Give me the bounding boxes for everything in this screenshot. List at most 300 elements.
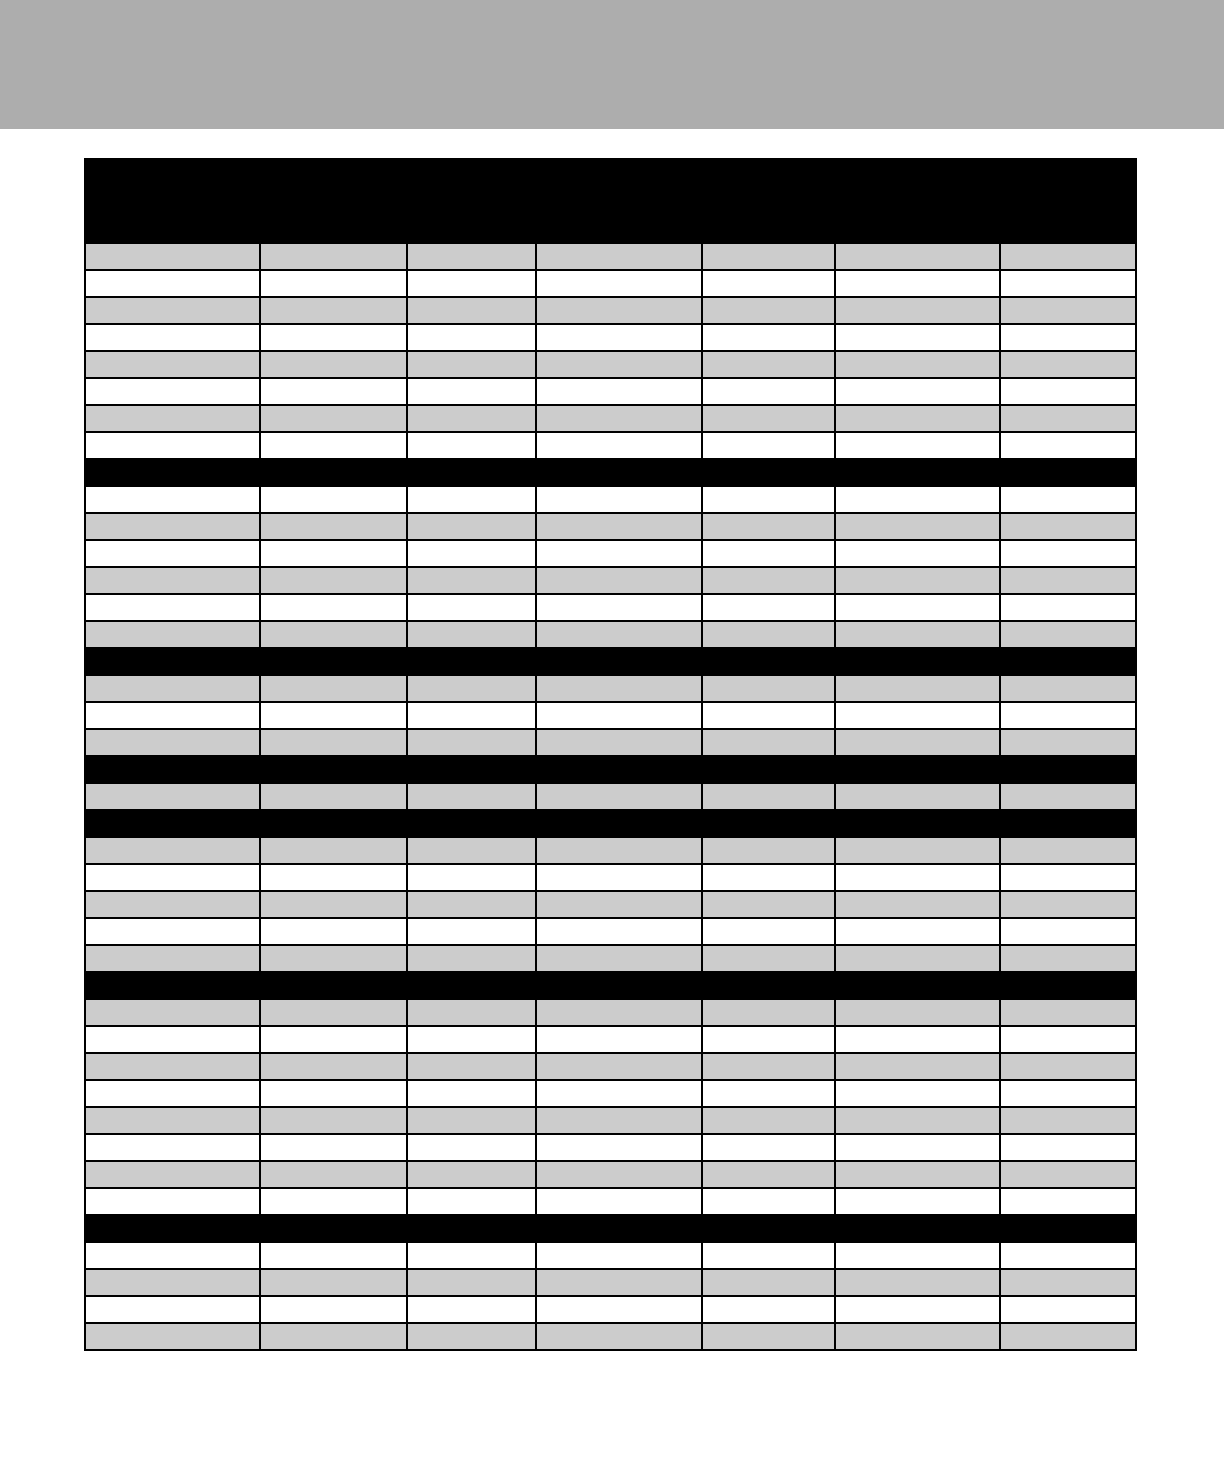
header-cell xyxy=(1000,159,1136,243)
table-row xyxy=(85,783,1136,810)
table-cell xyxy=(702,783,835,810)
section-header-row xyxy=(85,810,1136,837)
table-cell xyxy=(260,1080,407,1107)
table-cell xyxy=(85,297,260,324)
header-cell xyxy=(536,159,702,243)
table-cell xyxy=(536,513,702,540)
table-cell xyxy=(536,891,702,918)
table-cell xyxy=(702,1161,835,1188)
table-row xyxy=(85,1134,1136,1161)
table-cell xyxy=(407,864,536,891)
table-cell xyxy=(85,1053,260,1080)
table-cell xyxy=(702,405,835,432)
table-cell xyxy=(85,351,260,378)
table-cell xyxy=(1000,999,1136,1026)
table-cell xyxy=(536,486,702,513)
table-cell xyxy=(835,351,1000,378)
table-cell xyxy=(536,999,702,1026)
table-cell xyxy=(536,1080,702,1107)
table-cell xyxy=(407,1323,536,1350)
table-cell xyxy=(835,675,1000,702)
table-cell xyxy=(1000,324,1136,351)
table-cell xyxy=(835,270,1000,297)
table-cell xyxy=(702,1026,835,1053)
table-cell xyxy=(835,1242,1000,1269)
table-row xyxy=(85,513,1136,540)
table-cell xyxy=(536,1026,702,1053)
table-row xyxy=(85,1080,1136,1107)
table-cell xyxy=(1000,297,1136,324)
table-row xyxy=(85,1269,1136,1296)
table-cell xyxy=(536,351,702,378)
table-row xyxy=(85,1323,1136,1350)
table-cell xyxy=(407,405,536,432)
table-cell xyxy=(702,297,835,324)
table-cell xyxy=(536,810,702,837)
table-cell xyxy=(702,378,835,405)
table-row xyxy=(85,594,1136,621)
table-cell xyxy=(536,1107,702,1134)
table-cell xyxy=(407,432,536,459)
table-cell xyxy=(260,378,407,405)
table-cell xyxy=(407,1269,536,1296)
table-cell xyxy=(1000,351,1136,378)
table-cell xyxy=(85,1215,260,1242)
table-cell xyxy=(702,1134,835,1161)
table-container xyxy=(84,158,1135,1351)
table-cell xyxy=(85,945,260,972)
table-cell xyxy=(536,621,702,648)
table-cell xyxy=(407,243,536,270)
table-cell xyxy=(85,270,260,297)
table-row xyxy=(85,351,1136,378)
table-cell xyxy=(1000,513,1136,540)
table-cell xyxy=(407,1242,536,1269)
table-cell xyxy=(536,702,702,729)
table-cell xyxy=(85,1242,260,1269)
table-cell xyxy=(260,486,407,513)
table-cell xyxy=(407,972,536,999)
table-cell xyxy=(1000,459,1136,486)
table-cell xyxy=(1000,675,1136,702)
table-row xyxy=(85,918,1136,945)
table-cell xyxy=(1000,864,1136,891)
table-body xyxy=(85,159,1136,1350)
table-cell xyxy=(702,756,835,783)
table-row xyxy=(85,1107,1136,1134)
table-cell xyxy=(1000,1161,1136,1188)
table-cell xyxy=(85,243,260,270)
table-cell xyxy=(835,945,1000,972)
table-cell xyxy=(85,1188,260,1215)
table-cell xyxy=(407,1080,536,1107)
table-cell xyxy=(835,810,1000,837)
table-cell xyxy=(1000,1323,1136,1350)
table-cell xyxy=(1000,1107,1136,1134)
table-row xyxy=(85,270,1136,297)
table-cell xyxy=(835,1080,1000,1107)
table-cell xyxy=(1000,540,1136,567)
table-cell xyxy=(1000,810,1136,837)
table-cell xyxy=(536,1134,702,1161)
table-cell xyxy=(835,918,1000,945)
table-cell xyxy=(1000,1026,1136,1053)
table-cell xyxy=(702,1323,835,1350)
table-cell xyxy=(260,1107,407,1134)
table-cell xyxy=(85,1323,260,1350)
table-cell xyxy=(260,783,407,810)
table-cell xyxy=(85,702,260,729)
table-cell xyxy=(702,1053,835,1080)
table-cell xyxy=(702,864,835,891)
table-cell xyxy=(835,486,1000,513)
table-cell xyxy=(85,891,260,918)
table-cell xyxy=(1000,837,1136,864)
table-row xyxy=(85,540,1136,567)
table-row xyxy=(85,324,1136,351)
table-row xyxy=(85,1296,1136,1323)
table-cell xyxy=(835,648,1000,675)
table-cell xyxy=(835,1161,1000,1188)
table-cell xyxy=(702,351,835,378)
table-cell xyxy=(407,810,536,837)
table-cell xyxy=(702,459,835,486)
table-row xyxy=(85,891,1136,918)
table-cell xyxy=(85,324,260,351)
table-cell xyxy=(702,1188,835,1215)
table-row xyxy=(85,1026,1136,1053)
table-cell xyxy=(835,999,1000,1026)
table-row xyxy=(85,243,1136,270)
table-cell xyxy=(85,378,260,405)
table-cell xyxy=(260,1134,407,1161)
table-cell xyxy=(260,945,407,972)
table-cell xyxy=(407,351,536,378)
table-row xyxy=(85,1053,1136,1080)
table-cell xyxy=(702,810,835,837)
table-cell xyxy=(702,513,835,540)
table-row xyxy=(85,405,1136,432)
table-header-row xyxy=(85,159,1136,243)
table-cell xyxy=(407,270,536,297)
table-row xyxy=(85,702,1136,729)
table-row xyxy=(85,432,1136,459)
table-cell xyxy=(835,243,1000,270)
table-row xyxy=(85,837,1136,864)
table-cell xyxy=(407,756,536,783)
table-cell xyxy=(702,621,835,648)
table-cell xyxy=(702,270,835,297)
table-cell xyxy=(1000,702,1136,729)
table-cell xyxy=(85,756,260,783)
table-cell xyxy=(835,1215,1000,1242)
table-cell xyxy=(85,540,260,567)
table-cell xyxy=(1000,729,1136,756)
table-cell xyxy=(85,1107,260,1134)
header-cell xyxy=(702,159,835,243)
table-cell xyxy=(536,459,702,486)
table-cell xyxy=(536,594,702,621)
table-row xyxy=(85,864,1136,891)
table-cell xyxy=(85,729,260,756)
table-cell xyxy=(260,567,407,594)
table-cell xyxy=(260,891,407,918)
table-cell xyxy=(1000,972,1136,999)
table-cell xyxy=(260,594,407,621)
table-cell xyxy=(260,1161,407,1188)
section-header-row xyxy=(85,756,1136,783)
table-cell xyxy=(260,1026,407,1053)
table-cell xyxy=(536,945,702,972)
table-cell xyxy=(702,702,835,729)
table-cell xyxy=(85,810,260,837)
table-cell xyxy=(260,918,407,945)
table-cell xyxy=(536,270,702,297)
table-cell xyxy=(407,945,536,972)
table-cell xyxy=(702,1269,835,1296)
table-row xyxy=(85,621,1136,648)
table-cell xyxy=(85,1296,260,1323)
table-cell xyxy=(260,729,407,756)
table-cell xyxy=(835,1134,1000,1161)
table-cell xyxy=(260,756,407,783)
table-cell xyxy=(702,1296,835,1323)
table-cell xyxy=(1000,918,1136,945)
table-cell xyxy=(702,729,835,756)
table-cell xyxy=(702,1080,835,1107)
table-cell xyxy=(85,1161,260,1188)
header-cell xyxy=(407,159,536,243)
table-cell xyxy=(835,864,1000,891)
table-cell xyxy=(260,1242,407,1269)
table-cell xyxy=(85,999,260,1026)
table-cell xyxy=(407,513,536,540)
table-cell xyxy=(536,297,702,324)
table-cell xyxy=(536,783,702,810)
table-cell xyxy=(260,675,407,702)
table-cell xyxy=(835,1107,1000,1134)
table-cell xyxy=(702,540,835,567)
table-cell xyxy=(407,297,536,324)
table-cell xyxy=(835,1323,1000,1350)
section-header-row xyxy=(85,648,1136,675)
section-header-row xyxy=(85,972,1136,999)
table-cell xyxy=(260,810,407,837)
table-cell xyxy=(407,621,536,648)
table-cell xyxy=(835,1053,1000,1080)
table-cell xyxy=(835,621,1000,648)
table-cell xyxy=(1000,405,1136,432)
section-header-row xyxy=(85,459,1136,486)
table-cell xyxy=(85,864,260,891)
table-cell xyxy=(260,621,407,648)
table-cell xyxy=(835,702,1000,729)
table-row xyxy=(85,999,1136,1026)
table-cell xyxy=(835,594,1000,621)
table-cell xyxy=(835,432,1000,459)
table-cell xyxy=(835,837,1000,864)
table-cell xyxy=(85,432,260,459)
table-cell xyxy=(260,270,407,297)
table-cell xyxy=(835,891,1000,918)
table-cell xyxy=(1000,243,1136,270)
table-cell xyxy=(702,486,835,513)
table-cell xyxy=(536,1053,702,1080)
table-cell xyxy=(407,1188,536,1215)
table-row xyxy=(85,945,1136,972)
table-cell xyxy=(536,432,702,459)
table-cell xyxy=(260,432,407,459)
table-cell xyxy=(260,1296,407,1323)
table-cell xyxy=(1000,486,1136,513)
table-cell xyxy=(407,540,536,567)
table-cell xyxy=(1000,783,1136,810)
header-cell xyxy=(835,159,1000,243)
table-cell xyxy=(85,1134,260,1161)
table-cell xyxy=(536,405,702,432)
table-cell xyxy=(85,1026,260,1053)
table-cell xyxy=(835,324,1000,351)
table-cell xyxy=(702,945,835,972)
table-cell xyxy=(1000,378,1136,405)
table-cell xyxy=(536,243,702,270)
table-cell xyxy=(835,405,1000,432)
table-row xyxy=(85,1242,1136,1269)
table-cell xyxy=(835,1188,1000,1215)
table-cell xyxy=(536,324,702,351)
table-cell xyxy=(407,378,536,405)
table-cell xyxy=(702,999,835,1026)
table-cell xyxy=(536,1296,702,1323)
table-cell xyxy=(260,702,407,729)
table-cell xyxy=(702,567,835,594)
table-cell xyxy=(407,1215,536,1242)
table-cell xyxy=(407,783,536,810)
table-cell xyxy=(1000,432,1136,459)
table-cell xyxy=(835,297,1000,324)
table-cell xyxy=(260,1269,407,1296)
table-cell xyxy=(536,1323,702,1350)
table-cell xyxy=(702,648,835,675)
section-header-row xyxy=(85,1215,1136,1242)
table-cell xyxy=(835,756,1000,783)
table-cell xyxy=(260,540,407,567)
table-cell xyxy=(260,864,407,891)
table-cell xyxy=(407,1161,536,1188)
table-cell xyxy=(85,783,260,810)
table-cell xyxy=(536,567,702,594)
table-cell xyxy=(1000,594,1136,621)
table-cell xyxy=(702,918,835,945)
table-cell xyxy=(407,1026,536,1053)
table-cell xyxy=(407,1134,536,1161)
table-cell xyxy=(260,243,407,270)
table-cell xyxy=(407,702,536,729)
table-cell xyxy=(1000,1269,1136,1296)
table-cell xyxy=(407,675,536,702)
table-cell xyxy=(407,486,536,513)
table-cell xyxy=(1000,648,1136,675)
table-cell xyxy=(85,972,260,999)
table-cell xyxy=(536,1242,702,1269)
table-cell xyxy=(407,1053,536,1080)
table-cell xyxy=(260,648,407,675)
table-cell xyxy=(260,459,407,486)
table-cell xyxy=(835,729,1000,756)
top-banner xyxy=(0,0,1224,129)
table-cell xyxy=(835,1296,1000,1323)
table-cell xyxy=(536,972,702,999)
table-cell xyxy=(702,1215,835,1242)
table-cell xyxy=(85,405,260,432)
table-cell xyxy=(1000,1134,1136,1161)
table-cell xyxy=(835,567,1000,594)
table-cell xyxy=(1000,891,1136,918)
table-cell xyxy=(536,756,702,783)
table-cell xyxy=(407,918,536,945)
table-cell xyxy=(260,1323,407,1350)
table-cell xyxy=(1000,270,1136,297)
table-cell xyxy=(407,567,536,594)
table-cell xyxy=(835,1026,1000,1053)
table-cell xyxy=(260,297,407,324)
table-cell xyxy=(536,1269,702,1296)
table-cell xyxy=(536,648,702,675)
table-cell xyxy=(85,1080,260,1107)
table-cell xyxy=(702,1242,835,1269)
table-cell xyxy=(260,513,407,540)
table-cell xyxy=(85,1269,260,1296)
data-table xyxy=(84,158,1137,1351)
table-cell xyxy=(702,972,835,999)
table-cell xyxy=(260,1215,407,1242)
table-row xyxy=(85,1188,1136,1215)
table-cell xyxy=(835,459,1000,486)
table-cell xyxy=(260,324,407,351)
table-cell xyxy=(85,918,260,945)
table-cell xyxy=(536,864,702,891)
table-row xyxy=(85,675,1136,702)
table-cell xyxy=(1000,1080,1136,1107)
table-cell xyxy=(260,351,407,378)
table-cell xyxy=(260,972,407,999)
table-cell xyxy=(407,459,536,486)
table-cell xyxy=(85,837,260,864)
table-cell xyxy=(260,1053,407,1080)
table-cell xyxy=(407,999,536,1026)
table-cell xyxy=(702,594,835,621)
table-cell xyxy=(1000,567,1136,594)
table-cell xyxy=(407,837,536,864)
table-cell xyxy=(536,837,702,864)
table-row xyxy=(85,567,1136,594)
table-cell xyxy=(1000,1242,1136,1269)
header-cell xyxy=(260,159,407,243)
table-cell xyxy=(536,1188,702,1215)
table-cell xyxy=(835,540,1000,567)
table-cell xyxy=(85,459,260,486)
table-cell xyxy=(1000,1296,1136,1323)
table-row xyxy=(85,1161,1136,1188)
table-cell xyxy=(85,648,260,675)
table-cell xyxy=(835,1269,1000,1296)
table-cell xyxy=(407,891,536,918)
table-cell xyxy=(1000,1188,1136,1215)
table-cell xyxy=(407,729,536,756)
table-cell xyxy=(407,594,536,621)
table-cell xyxy=(536,918,702,945)
table-cell xyxy=(85,513,260,540)
